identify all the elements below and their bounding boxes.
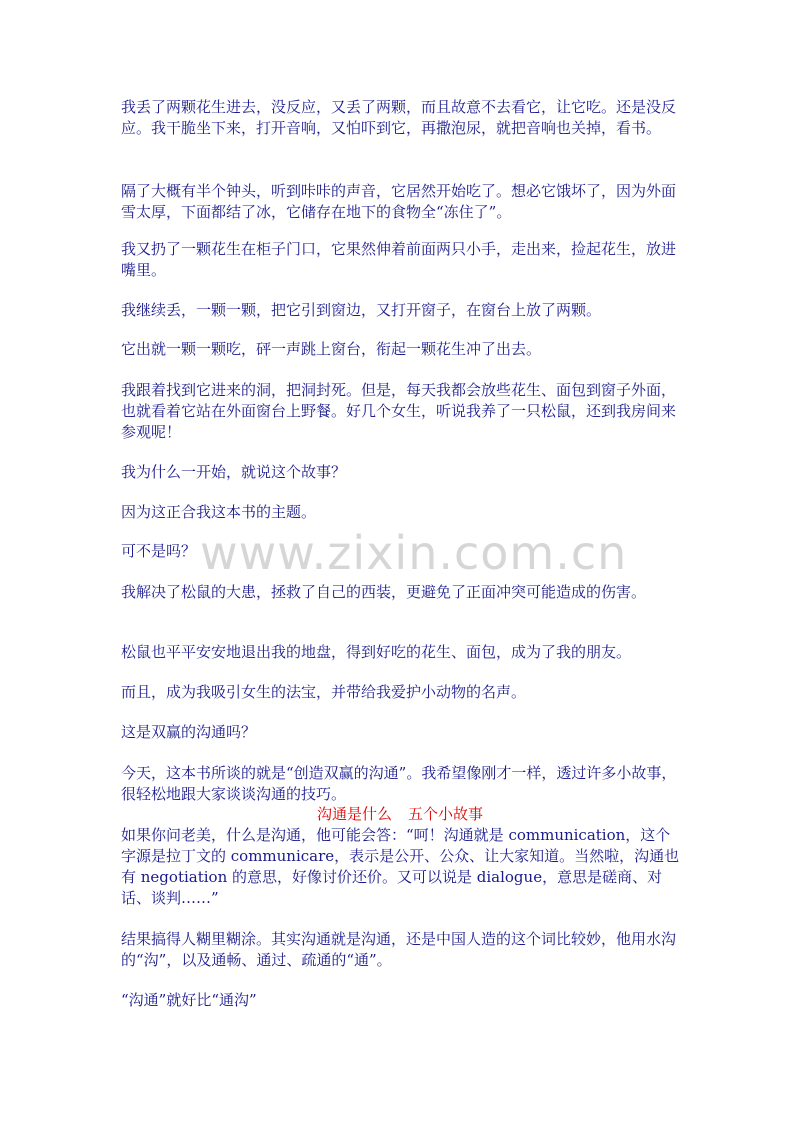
paragraph-3: 我又扔了一颗花生在柜子门口，它果然伸着前面两只小手，走出来，捡起花生，放进嘴里。: [121, 240, 677, 279]
paragraph-10: 我解决了松鼠的大患，拯救了自己的西装，更避免了正面冲突可能造成的伤害。: [121, 583, 647, 601]
paragraph-17: “沟通”就好比“通沟”: [121, 991, 257, 1009]
paragraph-15: 如果你问老美，什么是沟通，他可能会答：“呵！沟通就是 communication，这个字源是拉丁文的 communicare，表示是公开、公众、让大家知道。当然啦，沟通也有 negotiation 的意思，好像讨价还价。又可以说是 dialogue，意思是磋商、对话、谈判……”: [121, 826, 680, 907]
section-heading-title: 沟通是什么: [316, 805, 392, 823]
paragraph-9: 可不是吗？: [121, 542, 197, 560]
paragraph-14: 今天，这本书所谈的就是“创造双赢的沟通”。我希望像刚才一样，透过许多小故事，很轻松地跟大家谈谈沟通的技巧。: [121, 764, 677, 803]
paragraph-11: 松鼠也平平安安地退出我的地盘，得到好吃的花生、面包，成为了我的朋友。: [121, 643, 632, 661]
paragraph-13: 这是双赢的沟通吗？: [121, 723, 257, 741]
paragraph-8: 因为这正合我这本书的主题。: [121, 503, 317, 521]
watermark: www.zixin.com.cn: [200, 526, 628, 580]
paragraph-1: 我丢了两颗花生进去，没反应，又丢了两颗，而且故意不去看它，让它吃。还是没反应。我干脆坐下来，打开音响，又怕吓到它，再撒泡尿，就把音响也关掉，看书。: [121, 98, 677, 137]
section-heading-subtitle: 五个小故事: [408, 805, 484, 823]
paragraph-2: 隔了大概有半个钟头，听到咔咔的声音，它居然开始吃了。想必它饿坏了，因为外面雪太厚，下面都结了冰，它储存在地下的食物全“冻住了”。: [121, 182, 677, 221]
paragraph-4: 我继续丢，一颗一颗，把它引到窗边，又打开窗子，在窗台上放了两颗。: [121, 301, 602, 319]
paragraph-6: 我跟着找到它进来的洞，把洞封死。但是，每天我都会放些花生、面包到窗子外面，也就看着它站在外面窗台上野餐。好几个女生，听说我养了一只松鼠，还到我房间来参观呢！: [121, 381, 677, 441]
paragraph-5: 它出就一颗一颗吃，砰一声跳上窗台，衔起一颗花生冲了出去。: [121, 340, 542, 358]
paragraph-7: 我为什么一开始，就说这个故事？: [121, 463, 347, 481]
paragraph-16: 结果搞得人糊里糊涂。其实沟通就是沟通，还是中国人造的这个词比较妙，他用水沟的“沟”，以及通畅、通过、疏通的“通”。: [121, 930, 677, 969]
paragraph-12: 而且，成为我吸引女生的法宝，并带给我爱护小动物的名声。: [121, 683, 527, 701]
section-heading: [0, 804, 800, 825]
